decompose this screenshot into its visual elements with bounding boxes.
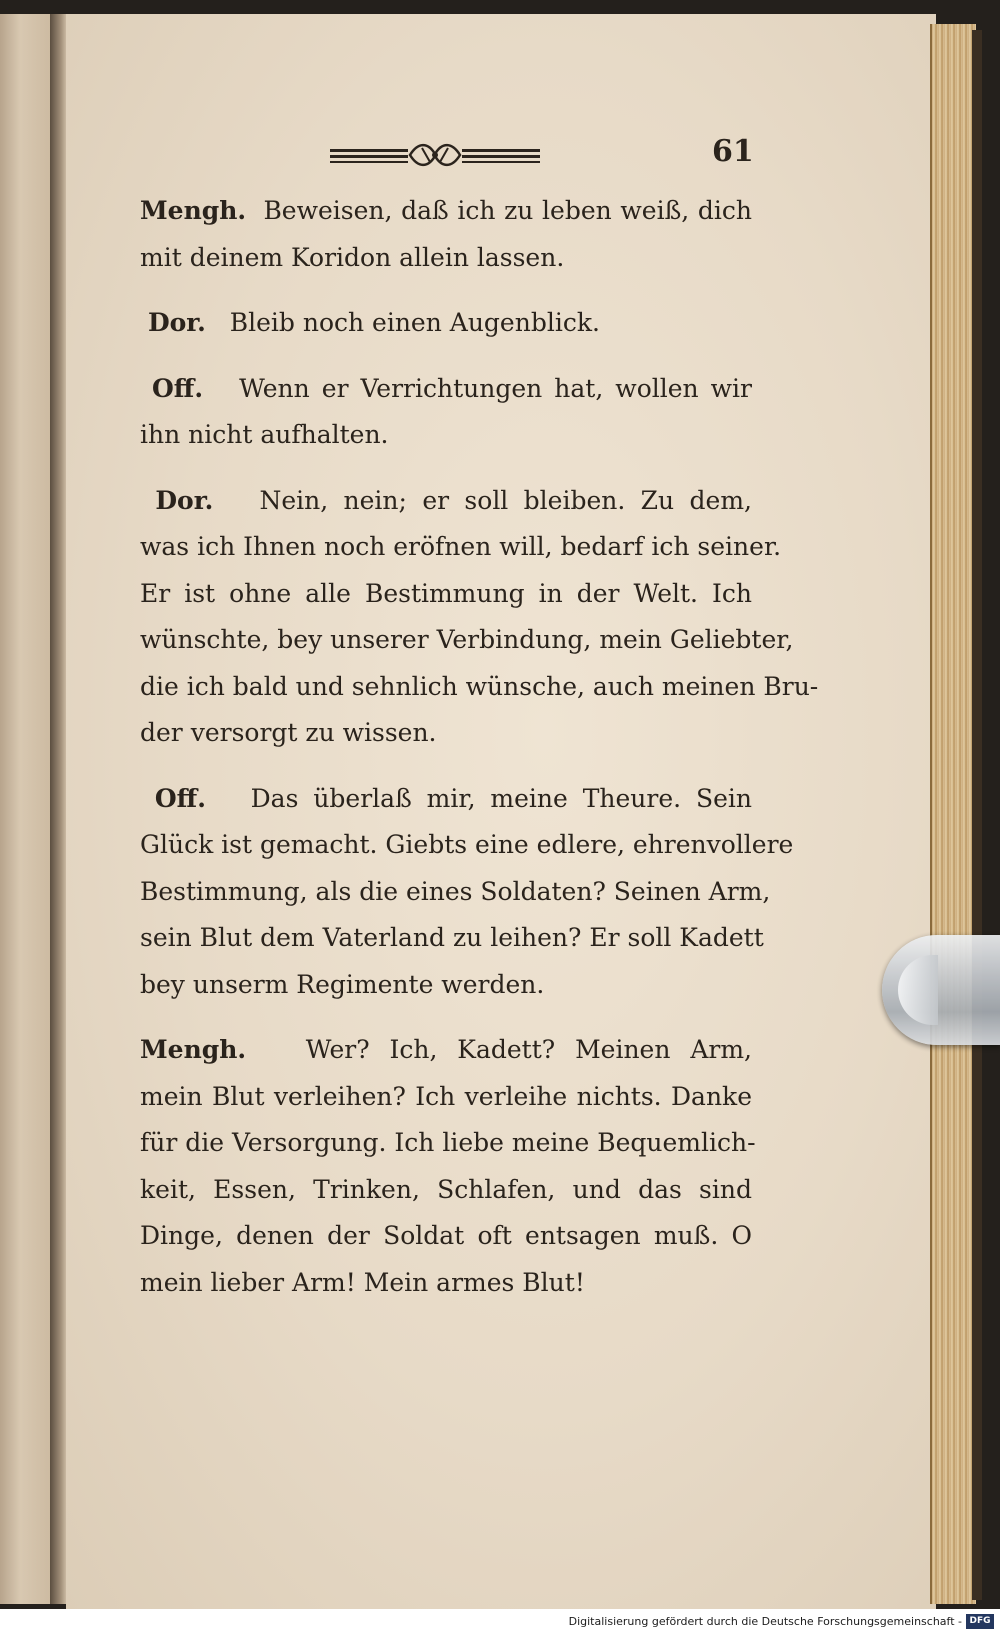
speaker-name: Off.	[152, 373, 204, 403]
text-line: Bleib noch einen Augenblick.	[229, 308, 600, 337]
text-line: Das überlaß mir, meine Theure. Sein	[250, 783, 753, 813]
page-text	[140, 188, 819, 1325]
text-line: was ich Ihnen noch eröfnen will, bedarf ich seiner.	[140, 532, 782, 561]
text-line: für die Versorgung. Ich liebe meine Bequemlich-	[140, 1128, 756, 1157]
dialogue-paragraph	[140, 1027, 756, 1306]
header-ornament-icon	[330, 140, 540, 170]
text-line: der versorgt zu wissen.	[140, 718, 437, 747]
text-line: mein lieber Arm! Mein armes Blut!	[140, 1267, 585, 1297]
text-line: Wer? Ich, Kadett? Meinen Arm,	[305, 1035, 753, 1064]
dialogue-paragraph	[140, 776, 794, 1009]
text-line: Bestimmung, als die eines Soldaten? Seinen Arm,	[140, 876, 771, 906]
text-line: ihn nicht aufhalten.	[140, 420, 389, 449]
text-line: Beweisen, daß ich zu leben weiß, dich	[263, 196, 752, 225]
page-number: 61	[712, 134, 754, 169]
text-line: wünschte, bey unserer Verbindung, mein Geliebter,	[140, 625, 794, 654]
speaker-name: Mengh.	[140, 1035, 247, 1064]
text-line: Wenn er Verrichtungen hat, wollen wir	[239, 373, 752, 403]
funding-credit: Digitalisierung gefördert durch die Deutsche Forschungsgemeinschaft -	[568, 1615, 962, 1628]
dfg-logo: DFG	[966, 1614, 994, 1629]
text-line: keit, Essen, Trinken, Schlafen, und das sind	[140, 1174, 752, 1204]
page-edges-stack	[930, 24, 976, 1604]
text-line: bey unserm Regimente werden.	[140, 969, 545, 999]
dialogue-paragraph	[140, 366, 752, 459]
speaker-name: Off.	[154, 783, 206, 813]
left-page-edge	[0, 14, 52, 1604]
footer-bar	[0, 1609, 1000, 1637]
dialogue-paragraph	[140, 188, 752, 281]
text-line: Dinge, denen der Soldat oft entsagen muß. O	[140, 1221, 752, 1250]
text-line: mit deinem Koridon allein lassen.	[140, 242, 565, 272]
page-edges-shadow	[972, 30, 982, 1600]
speaker-name: Dor.	[155, 485, 214, 515]
speaker-name: Mengh.	[140, 196, 247, 225]
dialogue-paragraph	[140, 300, 752, 347]
text-line: mein Blut verleihen? Ich verleihe nichts. Danke	[140, 1081, 752, 1111]
speaker-name: Dor.	[147, 308, 206, 337]
text-line: die ich bald und sehnlich wünsche, auch meinen Bru-	[140, 671, 819, 701]
text-line: Nein, nein; er soll bleiben. Zu dem,	[259, 485, 752, 515]
text-line: Glück ist gemacht. Giebts eine edlere, ehrenvollere	[140, 830, 794, 859]
dialogue-paragraph	[140, 478, 819, 757]
text-line: Er ist ohne alle Bestimmung in der Welt. Ich	[140, 578, 752, 608]
text-line: sein Blut dem Vaterland zu leihen? Er soll Kadett	[140, 923, 764, 952]
